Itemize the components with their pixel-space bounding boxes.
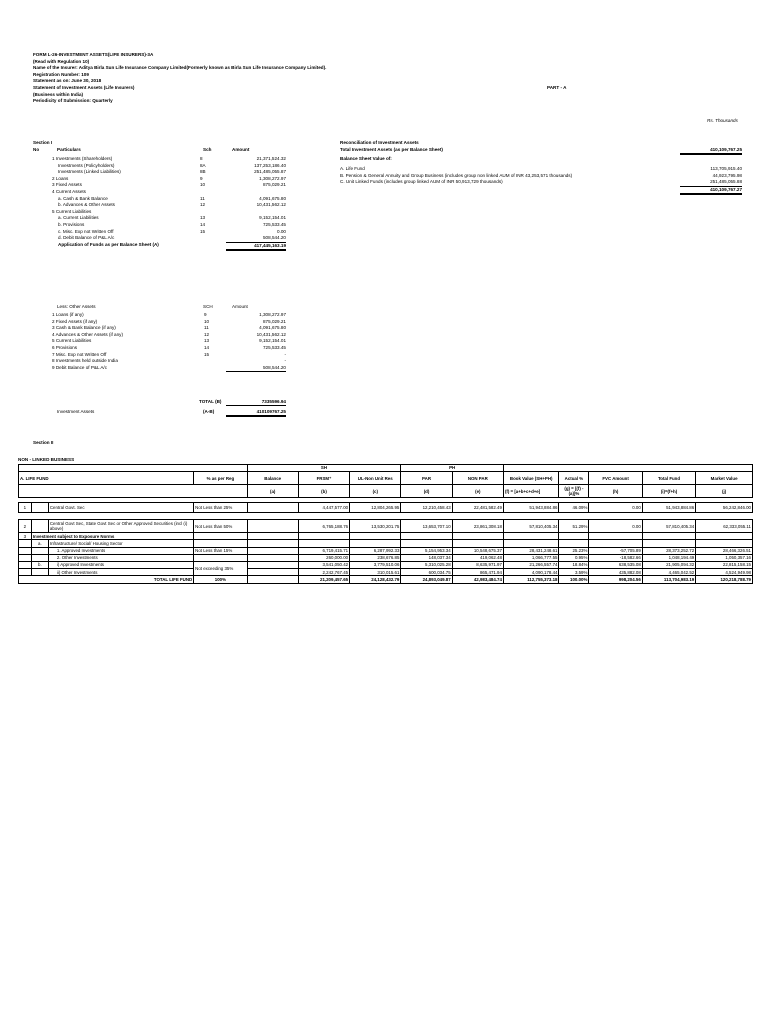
less-sch: 9 [204,312,207,317]
less-amount: 508,544.20 [226,365,286,373]
sch: 8B [200,169,206,175]
row-market: 28,466,326.51 [696,547,753,554]
life-fund-label: A. LIFE FUND [19,472,194,485]
table-row [19,540,753,547]
reconciliation-rows [340,166,640,186]
code-f-label: (f) = [504,488,514,494]
part-label: PART - A [547,85,567,90]
row-book: 57,810,405.34 [503,520,559,533]
row-desc: 1. Approved Investments [48,547,193,554]
row-nonpar: 22,481,582.49 [452,503,503,513]
row-balance [247,561,298,568]
row-fvc: 0.00 [589,520,642,533]
total-fund: 113,704,983.19 [642,576,695,583]
section1-particulars [52,156,202,248]
registration-number: Registration Number: 109 [33,71,89,77]
row-fvc: -57,705.89 [589,547,642,554]
code-g-label: (g) = [(f) - [564,485,584,491]
row-ul: 12,804,265.95 [350,503,401,513]
less-particular: 1 Loans (if any) [52,312,84,317]
particular: a. Current Liabilities [58,215,99,221]
particular: 3 Fixed Assets [52,182,82,188]
particular: b. Provisions [58,221,85,227]
less-sch: 11 [204,325,209,331]
ph-header: PH [401,465,504,472]
row-par: 5,154,953.34 [401,547,452,554]
reconciliation-value: 251,485,055.88 [680,179,742,187]
sch: 9 [200,175,203,181]
total-label: TOTAL LIFE FUND [19,576,194,583]
less-amount: 4,091,675.80 [259,325,286,331]
particular: Investments (Policyholders) [58,162,115,168]
amount-label: Amount [232,147,250,152]
row-balance [247,547,298,554]
row-par: 13,653,707.10 [401,520,452,533]
row-desc: Investment subject to Exposure Norms [31,533,193,540]
row-frsm: 6,719,415.71 [298,547,349,554]
particular: a. Cash & Bank Balance [58,195,108,201]
table-row [19,533,753,540]
row-frsm: 4,447,577.00 [298,503,349,513]
regulation: (Read with Regulation 10) [33,58,90,64]
row-no: 3 [19,533,32,540]
row-balance [247,503,298,513]
row-market: 1,050,357.16 [696,554,753,561]
row-desc: i) Approved Investments [48,561,193,568]
particular: b. Advances & Other Assets [58,202,115,208]
less-amount: 9,152,154.01 [259,338,286,344]
less-amount: - [284,351,286,357]
particular: 5 Current Liabilities [52,208,92,214]
statement-date: Statement as on: June 30, 2018 [33,78,102,84]
amount: 9,152,154.01 [259,215,286,221]
less-amount: 725,533.45 [263,344,286,350]
less-particular: 5 Current Liabilities [52,338,92,344]
row-total: 57,810,405.34 [642,520,695,533]
reconciliation-title: Reconciliation of Investment Assets [340,140,419,145]
form-header [33,52,326,105]
total-b-label: TOTAL (B) [199,399,222,404]
amount [226,189,286,196]
row-desc: Central Govt Sec, State Govt Sec or Other Approved Securities (incl (i) above) [48,520,193,533]
row-par: 148,037.34 [401,554,452,561]
row-actual: 3.59% [559,569,589,576]
code-i: (i)=(f+h) [642,485,695,498]
balance-header: Balance [247,472,298,485]
row-fvc: 638,535.08 [589,561,642,568]
less-sch [204,358,224,365]
row-fvc: -18,582.66 [589,554,642,561]
row-ul: 3,779,510.06 [350,561,401,568]
table-row [19,569,753,576]
code-d: (d) [401,485,452,498]
balance-sheet-label: Balance Sheet Value of: [340,156,392,161]
row-sub [31,520,48,533]
total-nonpar: 42,983,484.74 [452,576,503,583]
code-h: (h) [589,485,642,498]
amount: 137,253,186.40 [254,162,286,168]
row-book: 4,090,178.44 [503,569,559,576]
particular: 1 Investments (Shareholders) [52,156,113,161]
code-c: (c) [350,485,401,498]
less-amount: 875,029.21 [263,318,286,324]
less-amount: - [284,358,286,364]
row-total: 28,373,252.72 [642,547,695,554]
row-actual: 25.23% [559,547,589,554]
row-market: 22,815,158.15 [696,561,753,568]
row-nonpar: 10,548,675.37 [452,547,503,554]
amount-total: 417,445,163.19 [226,243,286,252]
amount: 251,485,055.87 [254,169,286,175]
table-row [19,547,753,554]
row-actual: 51.29% [559,520,589,533]
amount: 21,371,524.32 [256,156,286,161]
sch [200,209,220,216]
row-actual: 0.95% [559,554,589,561]
particulars-label: Particulars [57,147,81,152]
particular: d. Debit Balance of P&L A/c [58,235,115,241]
row-market: 4,524,949.98 [696,569,753,576]
row-frsm: 3,541,050.42 [298,561,349,568]
code-f [503,485,559,498]
actual-pct-header: Actual % [559,472,589,485]
total-market: 120,218,788.79 [696,576,753,583]
book-value-header: Book Value (SH+PH) [503,472,559,485]
row-book: 28,431,248.61 [503,547,559,554]
section2-title: Section II [33,440,54,445]
row-desc: Infrastructure/ Social/ Housing Sector [48,540,193,547]
sh-header: SH [247,465,401,472]
investment-assets-label: Investment Assets [57,409,95,414]
row-market: 56,242,846.00 [696,503,753,513]
form-title: FORM L-26-INVESTMENT ASSETS(LIFE INSURERS)-3A [33,52,154,57]
row-reg: Not Less than 50% [194,520,247,533]
life-fund-table [18,464,753,584]
row-reg: Not Less than 25% [194,503,247,513]
amount: 4,091,675.80 [259,195,286,201]
particular-total: Application of Funds as per Balance Sheet (A) [58,241,159,247]
amount: 0.00 [277,228,286,234]
reconciliation-label: A. Life Fund [340,166,365,171]
code-b: (b) [298,485,349,498]
particular: Investments (Linked Liabilities) [58,169,121,175]
row-total: 21,905,094.32 [642,561,695,568]
section1-sch [200,156,220,248]
code-j: (j) [696,485,753,498]
row-total: 51,943,884.86 [642,503,695,513]
total-b-value: 7335596.94 [226,399,286,406]
row-balance [247,569,298,576]
sch: 14 [200,221,206,227]
row-desc: 2. Other Investments [48,554,193,561]
section1-amounts [226,156,286,251]
sch [200,235,220,242]
code-a: (a) [247,485,298,498]
code-f-formula: [a+b+c+d+e] [514,488,541,494]
reconciliation-label: C. Unit Linked Funds (includes group linked AUM of INR 50,913,729 thousands) [340,179,503,185]
sch: 15 [200,228,206,234]
periodicity: Periodicity of Submission: Quarterly [33,98,113,104]
row-reg: Not Less than 15% [194,547,247,554]
less-particular: 6 Provisions [52,344,78,350]
total-reg: 100% [194,576,247,583]
row-no: 2 [19,520,32,533]
row-book: 1,066,777.55 [503,554,559,561]
fvc-header: FVC Amount [589,472,642,485]
less-particular: 2 Fixed Assets (if any) [52,318,98,324]
less-sch: 13 [204,338,210,344]
row-reg: Not exceeding 35% [194,561,247,575]
row-desc: Central Govt. Sec [48,503,193,513]
row-sub: a. [31,540,48,547]
less-label: Less: Other Assets [57,304,96,309]
less-particular: 3 Cash & Bank Balance (if any) [52,325,116,331]
row-nonpar: 23,861,308.18 [452,520,503,533]
row-actual: 18.84% [559,561,589,568]
total-ul: 24,128,432.79 [350,576,401,583]
sch: 13 [200,215,206,221]
code-e: (e) [452,485,503,498]
row-book: 51,943,884.86 [503,503,559,513]
row-ul: 238,676.85 [350,554,401,561]
sch: 8A [200,162,206,168]
row-nonpar: 8,635,971.97 [452,561,503,568]
pct-reg-header: % as per Reg [194,472,247,485]
particular: 4 Current Assets [52,188,86,194]
statement-of: Statement of Investment Assets (Life Insurers) [33,84,135,90]
reconciliation-value: 113,705,915.40 [710,166,742,171]
less-sch: 10 [204,318,210,324]
row-desc: ii) Other Investments [48,569,193,576]
insurer-name: Name of the Insurer: Aditya Birla Sun Life Insurance Company Limited(Formerly known as Birla Sun Life Insurance Company Limited). [33,65,327,71]
units-label: Rs. Thousands [707,118,738,123]
row-market: 62,333,055.11 [696,520,753,533]
less-particular: 7 Misc. Exp not Written Off [52,351,107,357]
no-label: No [33,147,40,152]
total-book: 112,755,373.18 [503,576,559,583]
row-ul: 13,530,201.75 [350,520,401,533]
amount: 508,544.20 [226,235,286,243]
particular: c. Misc. Exp not Written Off [58,228,114,234]
row-reg [194,554,247,561]
row-frsm: 260,000.00 [298,554,349,561]
row-ul: 6,287,992.33 [350,547,401,554]
amount: 10,431,562.12 [256,202,286,208]
amount-label-2: Amount [232,304,248,309]
reconciliation-total-value: 410,109,767.25 [680,147,742,155]
business: (Business within India) [33,91,84,97]
row-par: 600,034.75 [401,569,452,576]
less-sch [204,365,224,372]
row-fvc: 0.00 [589,503,642,513]
row-nonpar: 419,062.48 [452,554,503,561]
less-amount: 1,308,272.97 [259,312,286,317]
reconciliation-total-label: Total Investment Assets (as per Balance Sheet) [340,147,443,152]
sch [200,189,220,196]
sch-label-2: SCH [203,304,213,309]
row-fvc: 435,882.08 [589,569,642,576]
row-total: 4,465,042.52 [642,569,695,576]
total-par: 24,893,049.87 [401,576,452,583]
code-g-formula: (a)]% [568,491,580,497]
table-row [19,561,753,568]
less-particulars [52,312,202,371]
less-amount: 10,431,562.12 [256,331,286,337]
par-header: PAR [401,472,452,485]
market-value-header: Market Value [696,472,753,485]
less-sch [204,312,224,371]
row-sub: b. [31,561,48,568]
total-fund-header: Total Fund [642,472,695,485]
table-row [19,520,753,533]
row-book: 21,266,557.74 [503,561,559,568]
sch: 8 [200,156,203,161]
sch: 11 [200,195,205,201]
row-frsm: 2,242,767.45 [298,569,349,576]
row-no: 1 [19,503,32,513]
reconciliation-value: 44,923,795.98 [712,172,742,178]
frsm-header: FRSM⁺ [298,472,349,485]
sch: 12 [200,202,206,208]
table-row [19,554,753,561]
row-frsm: 6,765,188.76 [298,520,349,533]
section1-title: Section I [33,140,53,145]
row-nonpar: 865,471.94 [452,569,503,576]
total-actual: 100.00% [559,576,589,583]
code-g [559,485,589,498]
reconciliation-sum: 410,109,767.27 [680,187,742,196]
investment-assets-formula: (A-B) [203,409,215,414]
row-balance [247,520,298,533]
table-row [19,503,753,513]
row-actual: 46.09% [559,503,589,513]
amount [226,209,286,216]
row-par: 5,310,025.28 [401,561,452,568]
less-particular: 9 Debit Balance of P&L A/c [52,364,107,370]
amount: 725,533.45 [263,221,286,227]
ul-header: UL-Non Unit Res [350,472,401,485]
nonpar-header: NON PAR [452,472,503,485]
reconciliation-values [680,166,742,195]
row-balance [247,554,298,561]
section2-subtitle: NON - LINKED BUSINESS [18,457,75,462]
total-row [19,576,753,583]
amount: 875,029.21 [263,182,286,188]
row-sub [31,503,48,513]
row-total: 1,048,194.49 [642,554,695,561]
amount: 1,308,272.97 [259,175,286,181]
less-amounts [226,312,286,372]
reconciliation-label: B. Pension & General Annuity and Group Business (includes group non linked AUM of INR 43,253,571 thousands) [340,172,573,178]
row-ul: 310,015.61 [350,569,401,576]
less-sch: 14 [204,344,210,350]
investment-assets-value: 410109767.25 [226,409,286,417]
row-par: 12,210,458.43 [401,503,452,513]
particular: 2 Loans [52,175,69,181]
less-sch: 12 [204,331,210,337]
less-particular: 8 Investments held outside India [52,358,118,364]
sch-label: Sch [203,147,212,152]
sch [200,242,220,249]
less-particular: 4 Advances & Other Assets (if any) [52,331,123,337]
total-fvc: 998,204.56 [589,576,642,583]
sch: 10 [200,182,206,188]
less-sch: 15 [204,351,210,357]
total-frsm: 21,209,457.65 [298,576,349,583]
